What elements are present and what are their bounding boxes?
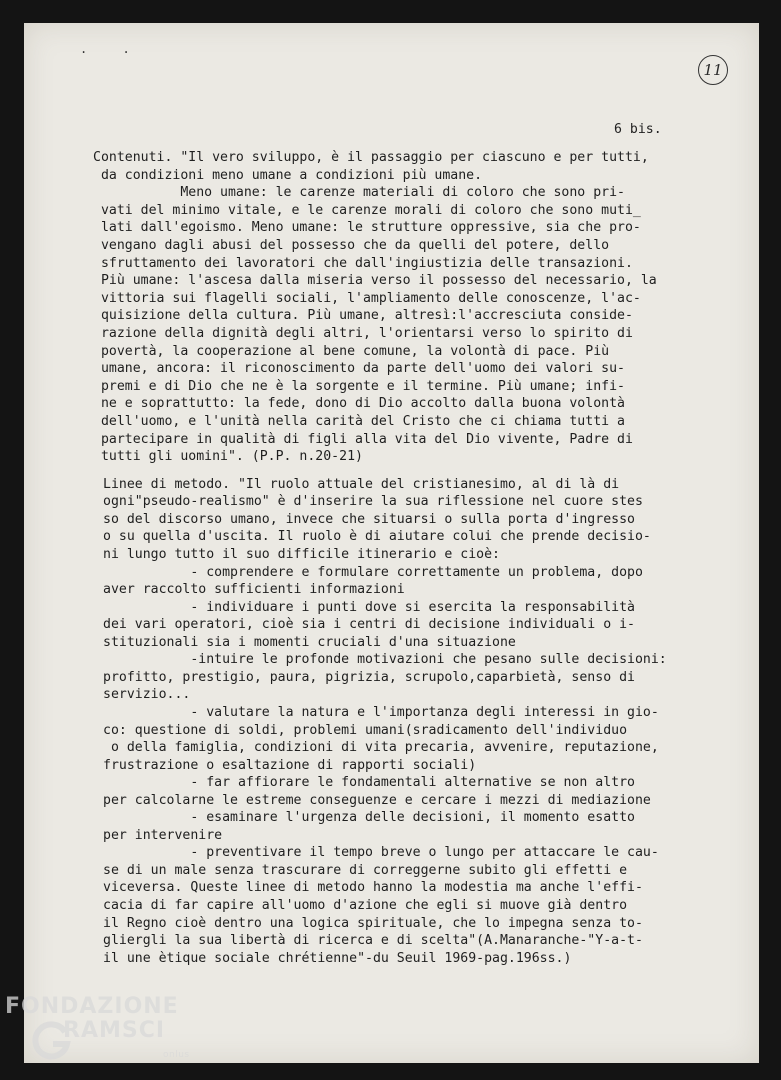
- watermark-line-1: FONDAZIONE: [5, 994, 179, 1019]
- text-line: tutti gli uomini". (P.P. n.20-21): [93, 449, 363, 465]
- text-line: Linee di metodo. "Il ruolo attuale del cristianesimo, al di là di: [103, 476, 620, 492]
- folio-number-circled: 11: [698, 55, 728, 85]
- text-line: o su quella d'uscita. Il ruolo è di aiutare colui che prende decisio-: [103, 529, 651, 545]
- text-line: frustrazione o esaltazione di rapporti sociali): [103, 757, 477, 773]
- text-line: quisizione della cultura. Più umane, altresì:l'accresciuta conside-: [93, 308, 633, 324]
- text-line: - individuare i punti dove si esercita la responsabilità: [103, 599, 635, 615]
- text-line: ni lungo tutto il suo difficile itinerario e cioè:: [103, 547, 500, 562]
- text-line: per calcolarne le estreme conseguenze e cercare i mezzi di mediazione: [103, 792, 651, 808]
- text-line: per intervenire: [103, 827, 223, 843]
- text-line: se di un male senza trascurare di correggerne subito gli effetti e: [103, 862, 628, 878]
- text-line: profitto, prestigio, paura, pigrizia, scrupolo,caparbietà, senso di: [103, 669, 635, 685]
- text-line: viceversa. Queste linee di metodo hanno la modestia ma anche l'effi-: [103, 880, 643, 896]
- margin-dots: . .: [80, 42, 144, 56]
- text-line: co: questione di soldi, problemi umani(sradicamento dell'individuo: [103, 722, 628, 738]
- text-line: Meno umane: le carenze materiali di coloro che sono pri-: [93, 185, 625, 201]
- text-line: - esaminare l'urgenza delle decisioni, il momento esatto: [103, 810, 635, 826]
- text-line: ne e soprattutto: la fede, dono di Dio accolto dalla buona volontà: [93, 396, 625, 412]
- text-line: Contenuti. "Il vero sviluppo, è il passaggio per ciascuno e per tutti,: [93, 150, 649, 165]
- text-line: sfruttamento dei lavoratori che dall'ingiustizia delle transazioni.: [93, 255, 633, 271]
- text-line: razione della dignità degli altri, l'orientarsi verso lo spirito di: [93, 326, 633, 341]
- text-line: il une ètique sociale chrétienne"-du Seuil 1969-pag.196ss.): [103, 950, 572, 966]
- text-line: so del discorso umano, invece che situarsi o sulla porta d'ingresso: [103, 511, 635, 527]
- text-line: lati dall'egoismo. Meno umane: le strutture oppressive, sia che pro-: [93, 220, 641, 236]
- text-line: -intuire le profonde motivazioni che pesano sulle decisioni:: [103, 652, 667, 668]
- text-line: servizio...: [103, 687, 191, 703]
- text-line: - preventivare il tempo breve o lungo per attaccare le cau-: [103, 845, 659, 861]
- text-line: - comprendere e formulare correttamente un problema, dopo: [103, 564, 643, 580]
- watermark-line-2: RAMSCI: [63, 1018, 166, 1043]
- text-line: premi e di Dio che ne è la sorgente e il termine. Più umane; infi-: [93, 378, 625, 394]
- text-line: dell'uomo, e l'unità nella carità del Cristo che ci chiama tutti a: [93, 414, 625, 429]
- watermark-line-3: onlus: [163, 1050, 190, 1060]
- fondazione-gramsci-watermark: [5, 994, 205, 1074]
- text-line: gliergli la sua libertà di ricerca e di scelta"(A.Manaranche-"Y-a-t-: [103, 933, 643, 949]
- text-line: vittoria sui flagelli sociali, l'ampliamento delle conoscenze, l'ac-: [93, 290, 641, 306]
- text-line: - far affiorare le fondamentali alternative se non altro: [103, 775, 635, 791]
- text-line: stituzionali sia i momenti cruciali d'una situazione: [103, 634, 516, 650]
- text-line: - valutare la natura e l'importanza degli interessi in gio-: [103, 704, 659, 720]
- text-line: aver raccolto sufficienti informazioni: [103, 582, 405, 598]
- text-line: povertà, la cooperazione al bene comune, la volontà di pace. Più: [93, 343, 610, 359]
- text-line: ogni"pseudo-realismo" è d'inserire la sua riflessione nel cuore stes: [103, 494, 643, 510]
- text-line: da condizioni meno umane a condizioni più umane.: [93, 167, 483, 183]
- text-line: vengano dagli abusi del possesso che da quelli del potere, dello: [93, 238, 610, 253]
- text-line: partecipare in qualità di figli alla vita del Dio vivente, Padre di: [93, 431, 633, 447]
- text-line: cacia di far capire all'uomo d'azione che egli si muove già dentro: [103, 898, 628, 913]
- text-line: umane, ancora: il riconoscimento da parte dell'uomo dei valori su-: [93, 361, 625, 377]
- page-number: 6 bis.: [614, 122, 662, 137]
- text-line: Più umane: l'ascesa dalla miseria verso il possesso del necessario, la: [93, 273, 657, 289]
- text-line: o della famiglia, condizioni di vita precaria, avvenire, reputazione,: [103, 740, 659, 756]
- text-line: vati del minimo vitale, e le carenze morali di coloro che sono muti_: [93, 202, 641, 218]
- text-line: dei vari operatori, cioè sia i centri di decisione individuali o i-: [103, 617, 635, 633]
- text-line: il Regno cioè dentro una logica spirituale, che lo impegna senza to-: [103, 915, 643, 931]
